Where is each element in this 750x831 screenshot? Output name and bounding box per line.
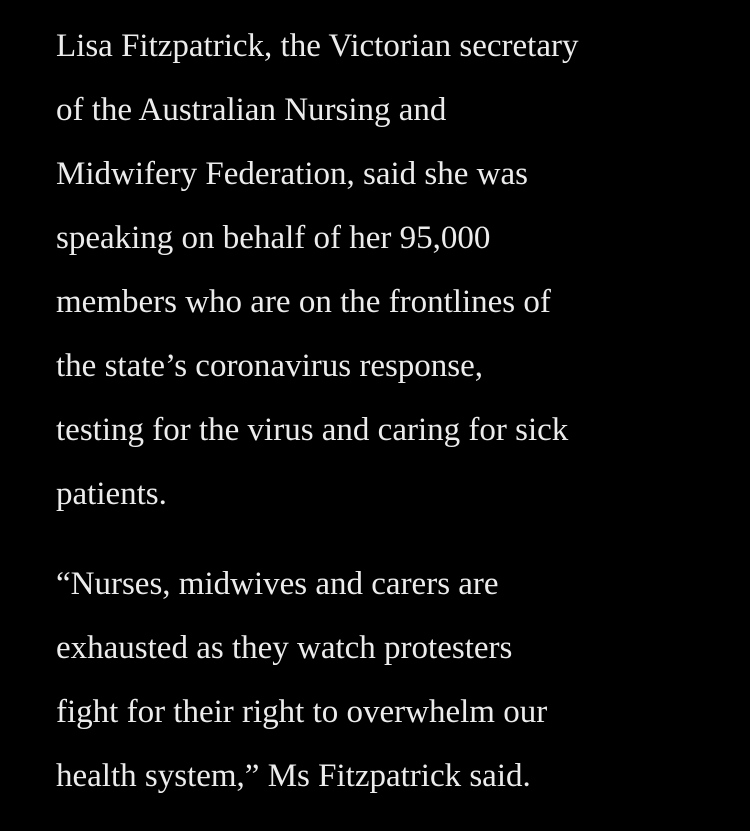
article-paragraph-2: “Nurses, midwives and carers are exhausted as they watch protesters fight for their right to overwhelm our health system,” Ms Fitzpatrick said. — [56, 566, 548, 794]
article-body — [56, 14, 706, 808]
article-paragraph-1: Lisa Fitzpatrick, the Victorian secretary of the Australian Nursing and Midwifery Federation, said she was speaking on behalf of her 95,000 members who are on the frontlines of the state’s coronavirus response, testing for the virus and caring for sick patients. — [56, 28, 579, 512]
